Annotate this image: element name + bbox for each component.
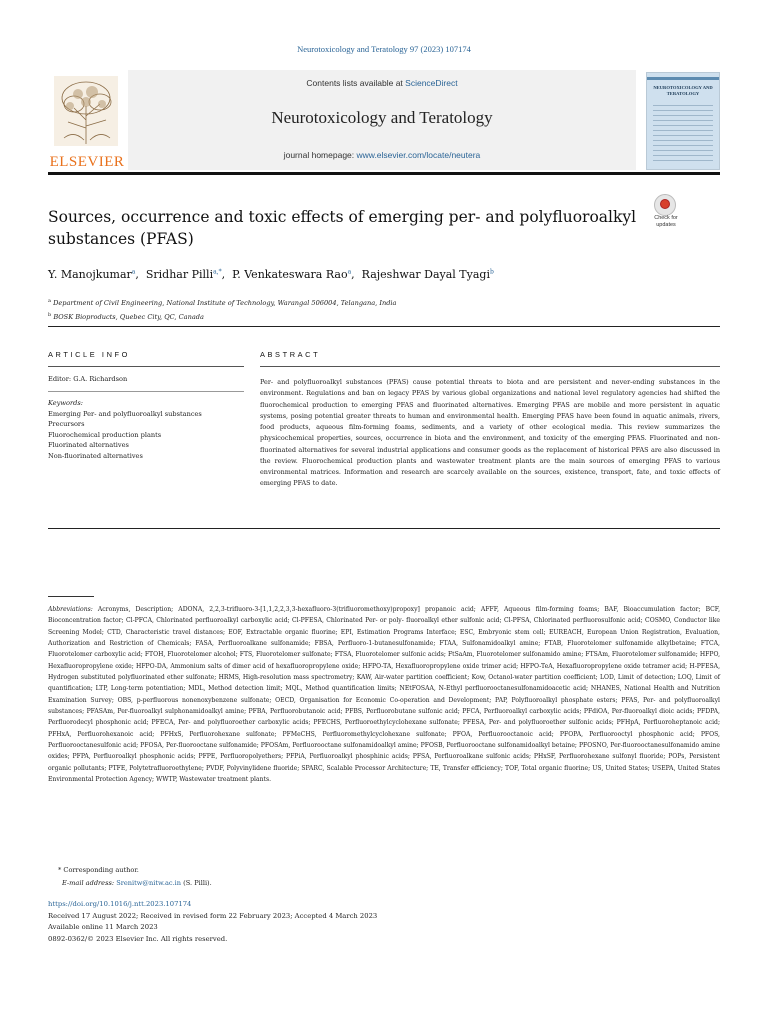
author-name[interactable]: Sridhar Pilli xyxy=(145,268,214,281)
keywords-block xyxy=(48,398,248,461)
abbreviations-heading: Abbreviations: xyxy=(48,606,93,613)
journal-masthead xyxy=(48,70,720,170)
editor-rule xyxy=(48,391,244,392)
copyright-line: 0892-0362/© 2023 Elsevier Inc. All rights reserved. xyxy=(48,934,228,943)
affiliations xyxy=(48,295,720,323)
keyword-item: Fluorinated alternatives xyxy=(48,441,129,449)
publication-info xyxy=(48,899,377,945)
contents-line xyxy=(128,78,636,88)
article-info-heading: ARTICLE INFO xyxy=(48,350,130,359)
abstract-text: Per- and polyfluoroalkyl substances (PFAS) cause potential threats to biota and are persistent and never-ending substances in the environment. Regulations and ban on legacy PFAS by various global organizations and national level regulatory agencies had shifted the fluorochemical production to emerging PFAS and fluorinated alternatives. Emerging PFAS are mobile and more persistent in aquatic systems, posing potential greater threats to human and environmental health. Emerging PFAS have been found in aquatic animals, rivers, food products, aqueous film-forming foams, sediments, and a variety of other ecological media. This review summarizes the physicochemical properties, sources, occurrence in biota and the environment, and toxicity of the emerging PFAS. Fluorinated and non-fluorinated alternatives for several industrial applications and consumer goods as the replacement of historical PFAS are also discussed in the review. Fluorochemical production plants and wastewater treatment plants are the main sources of emerging PFAS to various environmental matrices. Information and research are scarcely available on the sources, existence, transport, fate, and toxic effects of emerging PFAS to date. xyxy=(260,378,720,488)
abstract-heading: ABSTRACT xyxy=(260,350,321,359)
check-for-updates-button[interactable] xyxy=(648,194,684,234)
cover-text-lines xyxy=(653,105,713,161)
abstract-bottom-rule xyxy=(48,528,720,529)
check-updates-icon xyxy=(654,194,676,216)
abbreviations-text: Acronyms, Description; ADONA, 2,2,3-trifluoro-3-[1,1,2,2,3,3-hexafluoro-3(trifluoromethoxy)propoxy] propanoic acid; AFFF, Aqueous film-forming foams; BAF, Bioaccumulation factor; BCF, Bioconcentration factor; Cl-PFCA, Chlorinated perfluoroalkyl carboxylic acid; Cl-PFESA, Chlorinated Per- or poly- fluoroalkyl ether sulfonic acid; Cl-PFSA, Chlorinated perfluorosulfonic acid; COSMO, Conductor like Screening Model; CTD, Characteristic travel distances; EOF, Extractable organic fluorine; EPI, Estimation Programs Interface; ESC, Embryonic stem cell; EUREACH, European Union Registration, Evaluation, Authorization and Restriction of Chemicals; FASA, Perfluoroalkane sulfonamide; FBSA, Perfluoro-1-butanesulfonamide; FTAA, Sulfonamidoalkyl amine; FTAB, Fluorotelomer sulfonamide alkylbetaine; FTCA, Fluorotelomer carboxylic acid; FTOH, Fluorotelomer alcohol; FTS, Fluorotelomer sulfonate; FTSA, Fluorotelomer sulfonic acids; FtSaAm, Fluorotelomer sulfonamido amine; FTSAm, Fluorotelomer sulfonamide; HFPO, Hexafluoropropylene oxide; HFPO-DA, Ammonium salts of dimer acid of hexafluoropropylene oxide; HFPO-TA, Hexafluoropropylene oxide trimer acid; HFPO-TeA, Hexafluoropropylene oxide tetramer acid; H-PFESA, Hydrogen substituted polyfluorinated ether sulfonate; HRMS, High-resolution mass spectrometry; KAW, Air-water partition coefficient; Kow, Octanol-water partition coefficient; LOD, Limit of detection; LOQ, Limit of quantification; LTP, Long-term potentiation; MDL, Method detection limit; MQL, Method quantification limits; NEtFOSAA, N-Ethyl perfluorooctanesulfonamidoacetic acid; NHANES, National Health and Nutrition Examination Survey; OBS, p-perfluorous nonenoxybenzene sulfonate; OECD, Organisation for Economic Co-operation and Development; PAP, Polyfluoroalkyl phosphate esters; PFAS, Per- and polyfluoroalkyl substances; PFASAm, Per-fluoroalkyl sulphonamidoalkyl amine; PFBA, Perfluorobutanoic acid; PFBS, Perfluorobutane sulfonic acid; PFCA, Perfluoroalkyl carboxylic acids; PFdiOA, Per-fluoroalkyl dioic acids; PFDPA, Perfluorodecyl phosphonic acid; PFECA, Per- and polyfluoroether carboxylic acids; PFECHS, Perfluoroethylcyclohexane sulfonate; PFESA, Per- and polyfluoroether sulfonic acids; PFHpA, Perfluoroheptanoic acid; PFHxA, Perfluorohexanoic acid; PFHxS, Perfluorohexane sulfonate; PFMeCHS, Perfluoromethylcyclohexane sulfonate; PFOA, Perfluorooctanoic acid; PFOPA, Perfluorooctyl phosphonic acid; PFOS, Perfluorooctanesulfonic acid; PFOSA, Per-fluorooctane sulfonamide; PFOSAm, Perfluorooctane sulfonamidoalkyl amine; PFOSB, Perfluorooctane sulfonamidoalkyl betaine; PFOSNO, Per-fluorooctanesulfonamido amine oxides; PFPA, Perfluoroalkyl phosphonic acids; PFPE, Perfluoropolyethers; PFPiA, Perfluoroalkyl phosphinic acids; PFSA, Perfluoroalkane sulfonic acids; PHxSF, Perfluorohexane sulfonyl fluoride; POPs, Persistent organic pollutants; PTFE, Polytetrafluoroethylene; PVDF, Polyvinylidene fluoride; SPARC, Scalable Processor Architecture; TE, Transfer efficiency; TOF, Total organic fluorine; US, United States; USEPA, United States Environmental Protection Agency; WWTP, Wastewater treatment plants. xyxy=(48,606,720,784)
journal-homepage-line xyxy=(128,150,636,160)
received-dates: Received 17 August 2022; Received in revised form 22 February 2023; Accepted 4 March 2023 xyxy=(48,911,378,920)
elsevier-logo[interactable] xyxy=(48,76,124,172)
cover-title: NEUROTOXICOLOGY AND TERATOLOGY xyxy=(653,85,713,96)
doi-link[interactable]: https://doi.org/10.1016/j.ntt.2023.107174 xyxy=(48,900,192,908)
check-updates-label: Check for updates xyxy=(654,215,678,228)
author-name[interactable]: Rajeshwar Dayal Tyagi xyxy=(361,268,490,281)
affiliation-text: BOSK Bioproducts, Quebec City, QC, Canada xyxy=(53,313,204,322)
header-rule xyxy=(48,326,720,327)
journal-name[interactable]: Neurotoxicology and Teratology xyxy=(271,108,493,127)
abstract-rule xyxy=(260,366,720,367)
author-affil-marker[interactable]: a,* xyxy=(213,268,222,276)
author-affil-marker[interactable]: a xyxy=(131,268,136,276)
homepage-link[interactable]: www.elsevier.com/locate/neutera xyxy=(356,150,481,160)
editor-line: Editor: G.A. Richardson xyxy=(48,375,128,383)
contents-prefix: Contents lists available at xyxy=(306,78,406,88)
author-affil-marker[interactable]: b xyxy=(489,268,494,276)
author-name[interactable]: P. Venkateswara Rao xyxy=(232,268,348,281)
masthead-box xyxy=(128,70,636,170)
author-affil-marker[interactable]: a xyxy=(347,268,352,276)
affiliation-line xyxy=(48,295,720,309)
author-name[interactable]: Y. Manojkumar xyxy=(48,268,132,281)
available-online: Available online 11 March 2023 xyxy=(48,923,158,931)
affiliation-text: Department of Civil Engineering, National Institute of Technology, Warangal 506004, Telangana, India xyxy=(53,299,397,308)
article-title: Sources, occurrence and toxic effects of emerging per- and polyfluoroalkyl substances (PFAS) xyxy=(48,208,637,248)
email-link[interactable]: Srenitw@nitw.ac.in xyxy=(116,879,182,887)
elsevier-tree-icon xyxy=(54,76,118,146)
homepage-prefix: journal homepage: xyxy=(283,150,357,160)
cover-band xyxy=(647,77,719,80)
keyword-item: Fluorochemical production plants xyxy=(48,430,162,439)
email-footnote xyxy=(62,879,212,887)
masthead-rule xyxy=(48,172,720,175)
corresponding-author-note: * Corresponding author. xyxy=(58,866,139,874)
running-header[interactable]: Neurotoxicology and Teratology 97 (2023) 107174 xyxy=(297,44,471,54)
affiliation-line xyxy=(48,309,720,323)
affil-marker: b xyxy=(48,312,52,319)
journal-cover-thumbnail[interactable] xyxy=(646,72,720,170)
keywords-heading: Keywords: xyxy=(48,399,83,407)
footnote-rule xyxy=(48,596,94,597)
article-info-rule xyxy=(48,366,244,367)
author-list: Y. Manojkumar$^a$, Sridhar Pilli$^{a,*}$, P. Venkateswara Rao$^a$, Rajeshwar Dayal Tyagi$^b$ xyxy=(48,268,494,281)
email-label: E-mail address: xyxy=(62,879,115,887)
elsevier-wordmark: ELSEVIER xyxy=(49,154,125,170)
sciencedirect-link[interactable]: ScienceDirect xyxy=(405,78,458,88)
abbreviations-footnote xyxy=(48,604,720,786)
email-author: (S. Pilli). xyxy=(181,879,212,887)
keyword-item: Precursors xyxy=(48,420,85,428)
keyword-item: Emerging Per- and polyfluoroalkyl substances xyxy=(48,409,202,418)
affil-marker: a xyxy=(48,298,51,304)
keyword-item: Non-fluorinated alternatives xyxy=(48,451,143,460)
